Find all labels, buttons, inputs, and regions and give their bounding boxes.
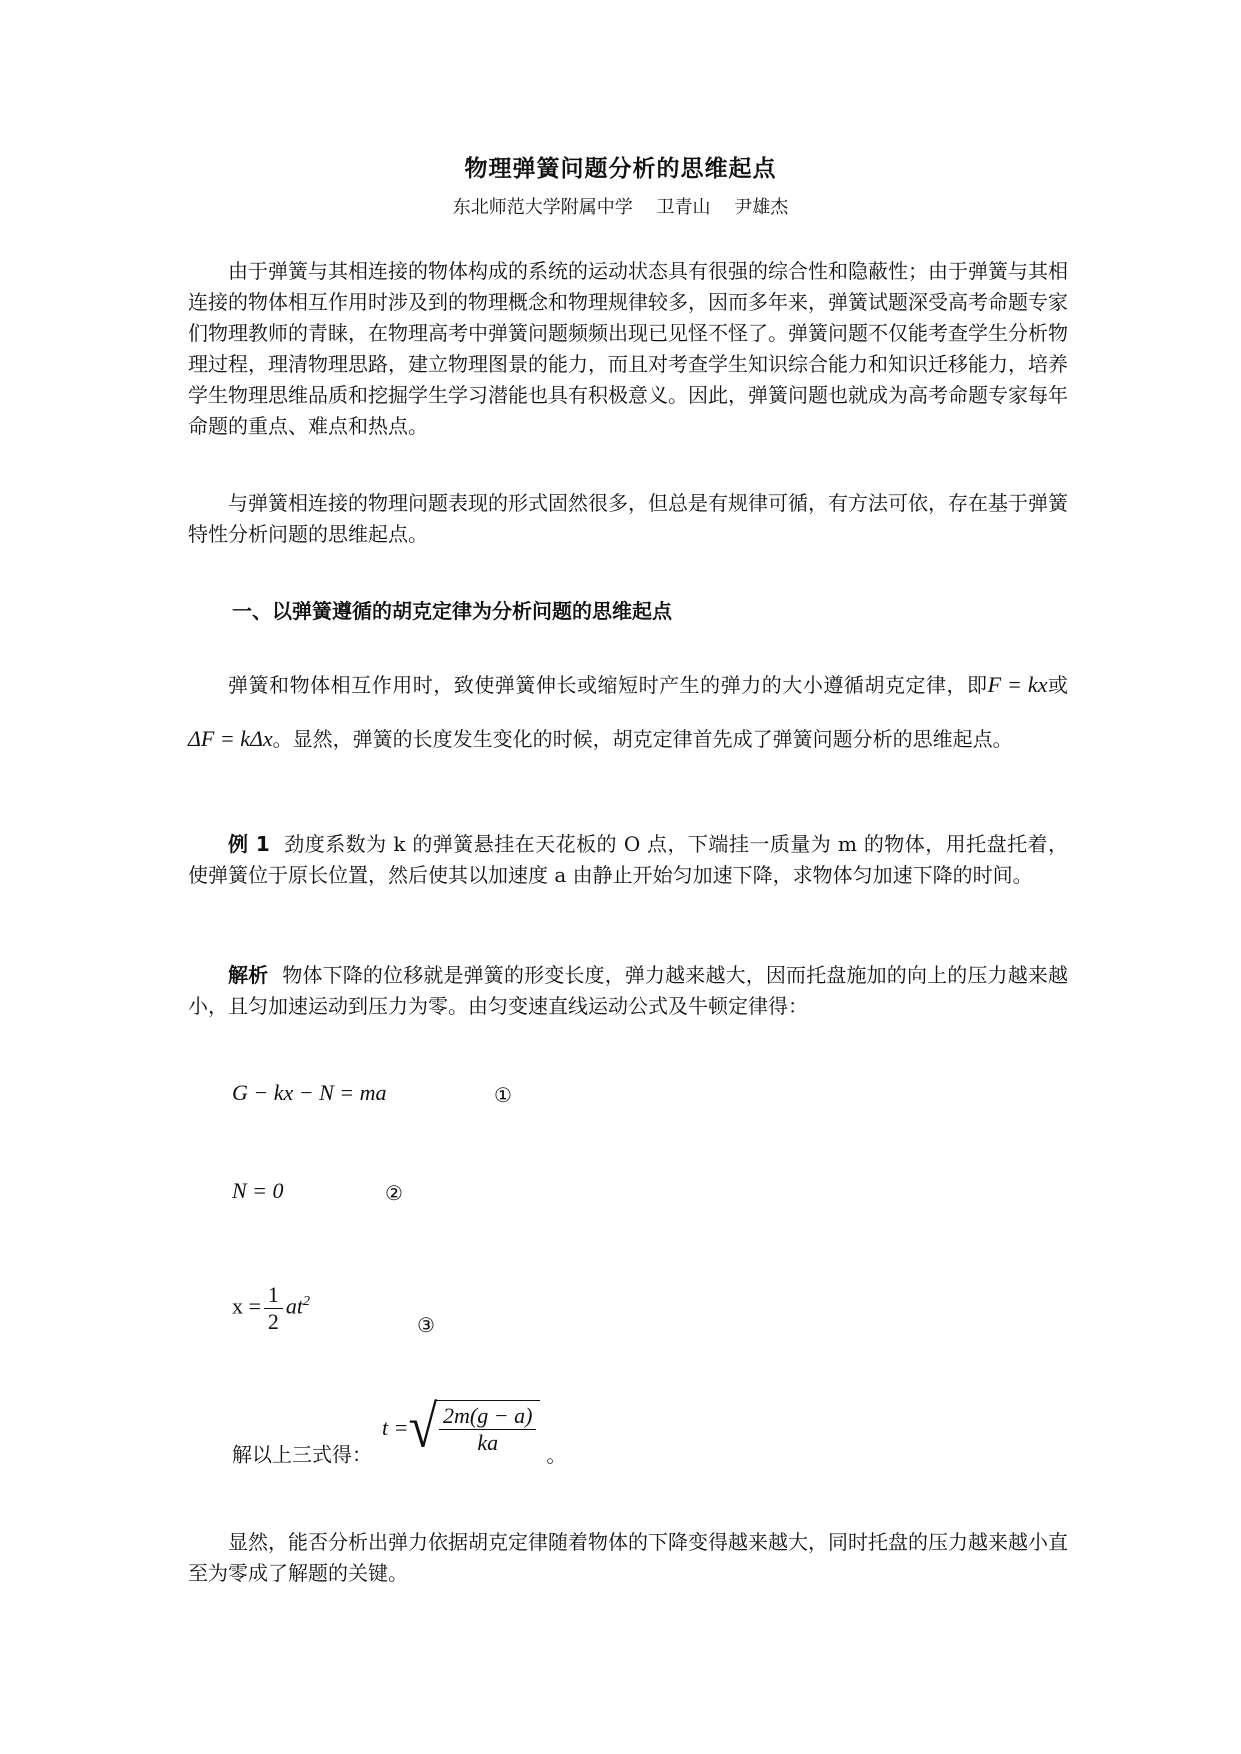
section-heading: 一、以弹簧遵循的胡克定律为分析问题的思维起点 [232,599,672,623]
hooke-or: 或 [1047,673,1068,697]
equation-3-denominator: 2 [267,1309,279,1334]
hooke-formula-2: ΔF = kΔx [188,726,273,751]
equation-2: N = 0 [232,1178,284,1203]
authors: 东北师范大学附属中学 卫青山 尹雄杰 [452,197,789,218]
solution-end: 。 [546,1442,567,1467]
solution-sqrt [408,1394,540,1461]
equation-3-rhs: at [285,1293,304,1319]
equation-1: G − kx − N = ma [232,1080,387,1105]
equation-3-marker: ③ [417,1313,435,1337]
sqrt-icon: √ [408,1394,438,1461]
example-1 [188,829,1068,891]
equation-3-numerator: 1 [264,1282,283,1309]
hooke-formula-1: F = kx [987,672,1048,697]
solution-numerator: 2m(g − a) [439,1403,536,1430]
solution-denominator: ka [477,1430,499,1455]
conclusion-paragraph: 显然，能否分析出弹力依据胡克定律随着物体的下降变得越来越大，同时托盘的压力越来越小直至为零成了解题的关键。 [188,1530,1068,1585]
example-label: 例 1 [228,832,270,856]
hooke-text-b: 。显然，弹簧的长度发生变化的时候，胡克定律首先成了弹簧问题分析的思维起点。 [272,727,1013,751]
analysis-text: 物体下降的位移就是弹簧的形变长度，弹力越来越大，因而托盘施加的向上的压力越来越小，且匀加速运动到压力为零。由匀变速直线运动公式及牛顿定律得： [188,963,1069,1018]
solution-lhs: t = [382,1415,409,1440]
analysis-label: 解析 [228,963,269,987]
hooke-text-a: 弹簧和物体相互作用时，致使弹簧伸长或缩短时产生的弹力的大小遵循胡克定律，即 [228,673,988,697]
equation-2-marker: ② [385,1181,403,1205]
hooke-paragraph [188,658,1068,766]
page-title: 物理弹簧问题分析的思维起点 [464,156,777,182]
intro-paragraph-2: 与弹簧相连接的物理问题表现的形式固然很多，但总是有规律可循，有方法可依，存在基于弹簧特性分析问题的思维起点。 [188,491,1068,546]
example-text: 劲度系数为 k 的弹簧悬挂在天花板的 O 点，下端挂一质量为 m 的物体，用托盘托着，使弹簧位于原长位置，然后使其以加速度 a 由静止开始匀加速下降，求物体匀加速下降的时间。 [188,832,1068,887]
intro-paragraph-1: 由于弹簧与其相连接的物体构成的系统的运动状态具有很强的综合性和隐蔽性；由于弹簧与其相连接的物体相互作用时涉及到的物理概念和物理规律较多，因而多年来，弹簧试题深受高考命题专家们物理教师的青睐，在物理高考中弹簧问题频频出现已见怪不怪了。弹簧问题不仅能考查学生分析物理过程，理清物理思路，建立物理图景的能力，而且对考查学生知识综合能力和知识迁移能力，培养学生物理思维品质和挖掘学生学习潜能也具有积极意义。因此，弹簧问题也就成为高考命题专家每年命题的重点、难点和热点。 [188,259,1068,438]
equation-3-exponent: 2 [303,1294,311,1310]
solution-line [232,1394,567,1468]
solution-radicand [435,1400,540,1456]
equation-3-lhs: x = [232,1293,261,1319]
equation-1-marker: ① [494,1083,512,1107]
equation-3-fraction [264,1282,283,1335]
equation-3 [232,1282,310,1335]
analysis [188,960,1068,1022]
solution-lead: 解以上三式得： [232,1442,372,1467]
